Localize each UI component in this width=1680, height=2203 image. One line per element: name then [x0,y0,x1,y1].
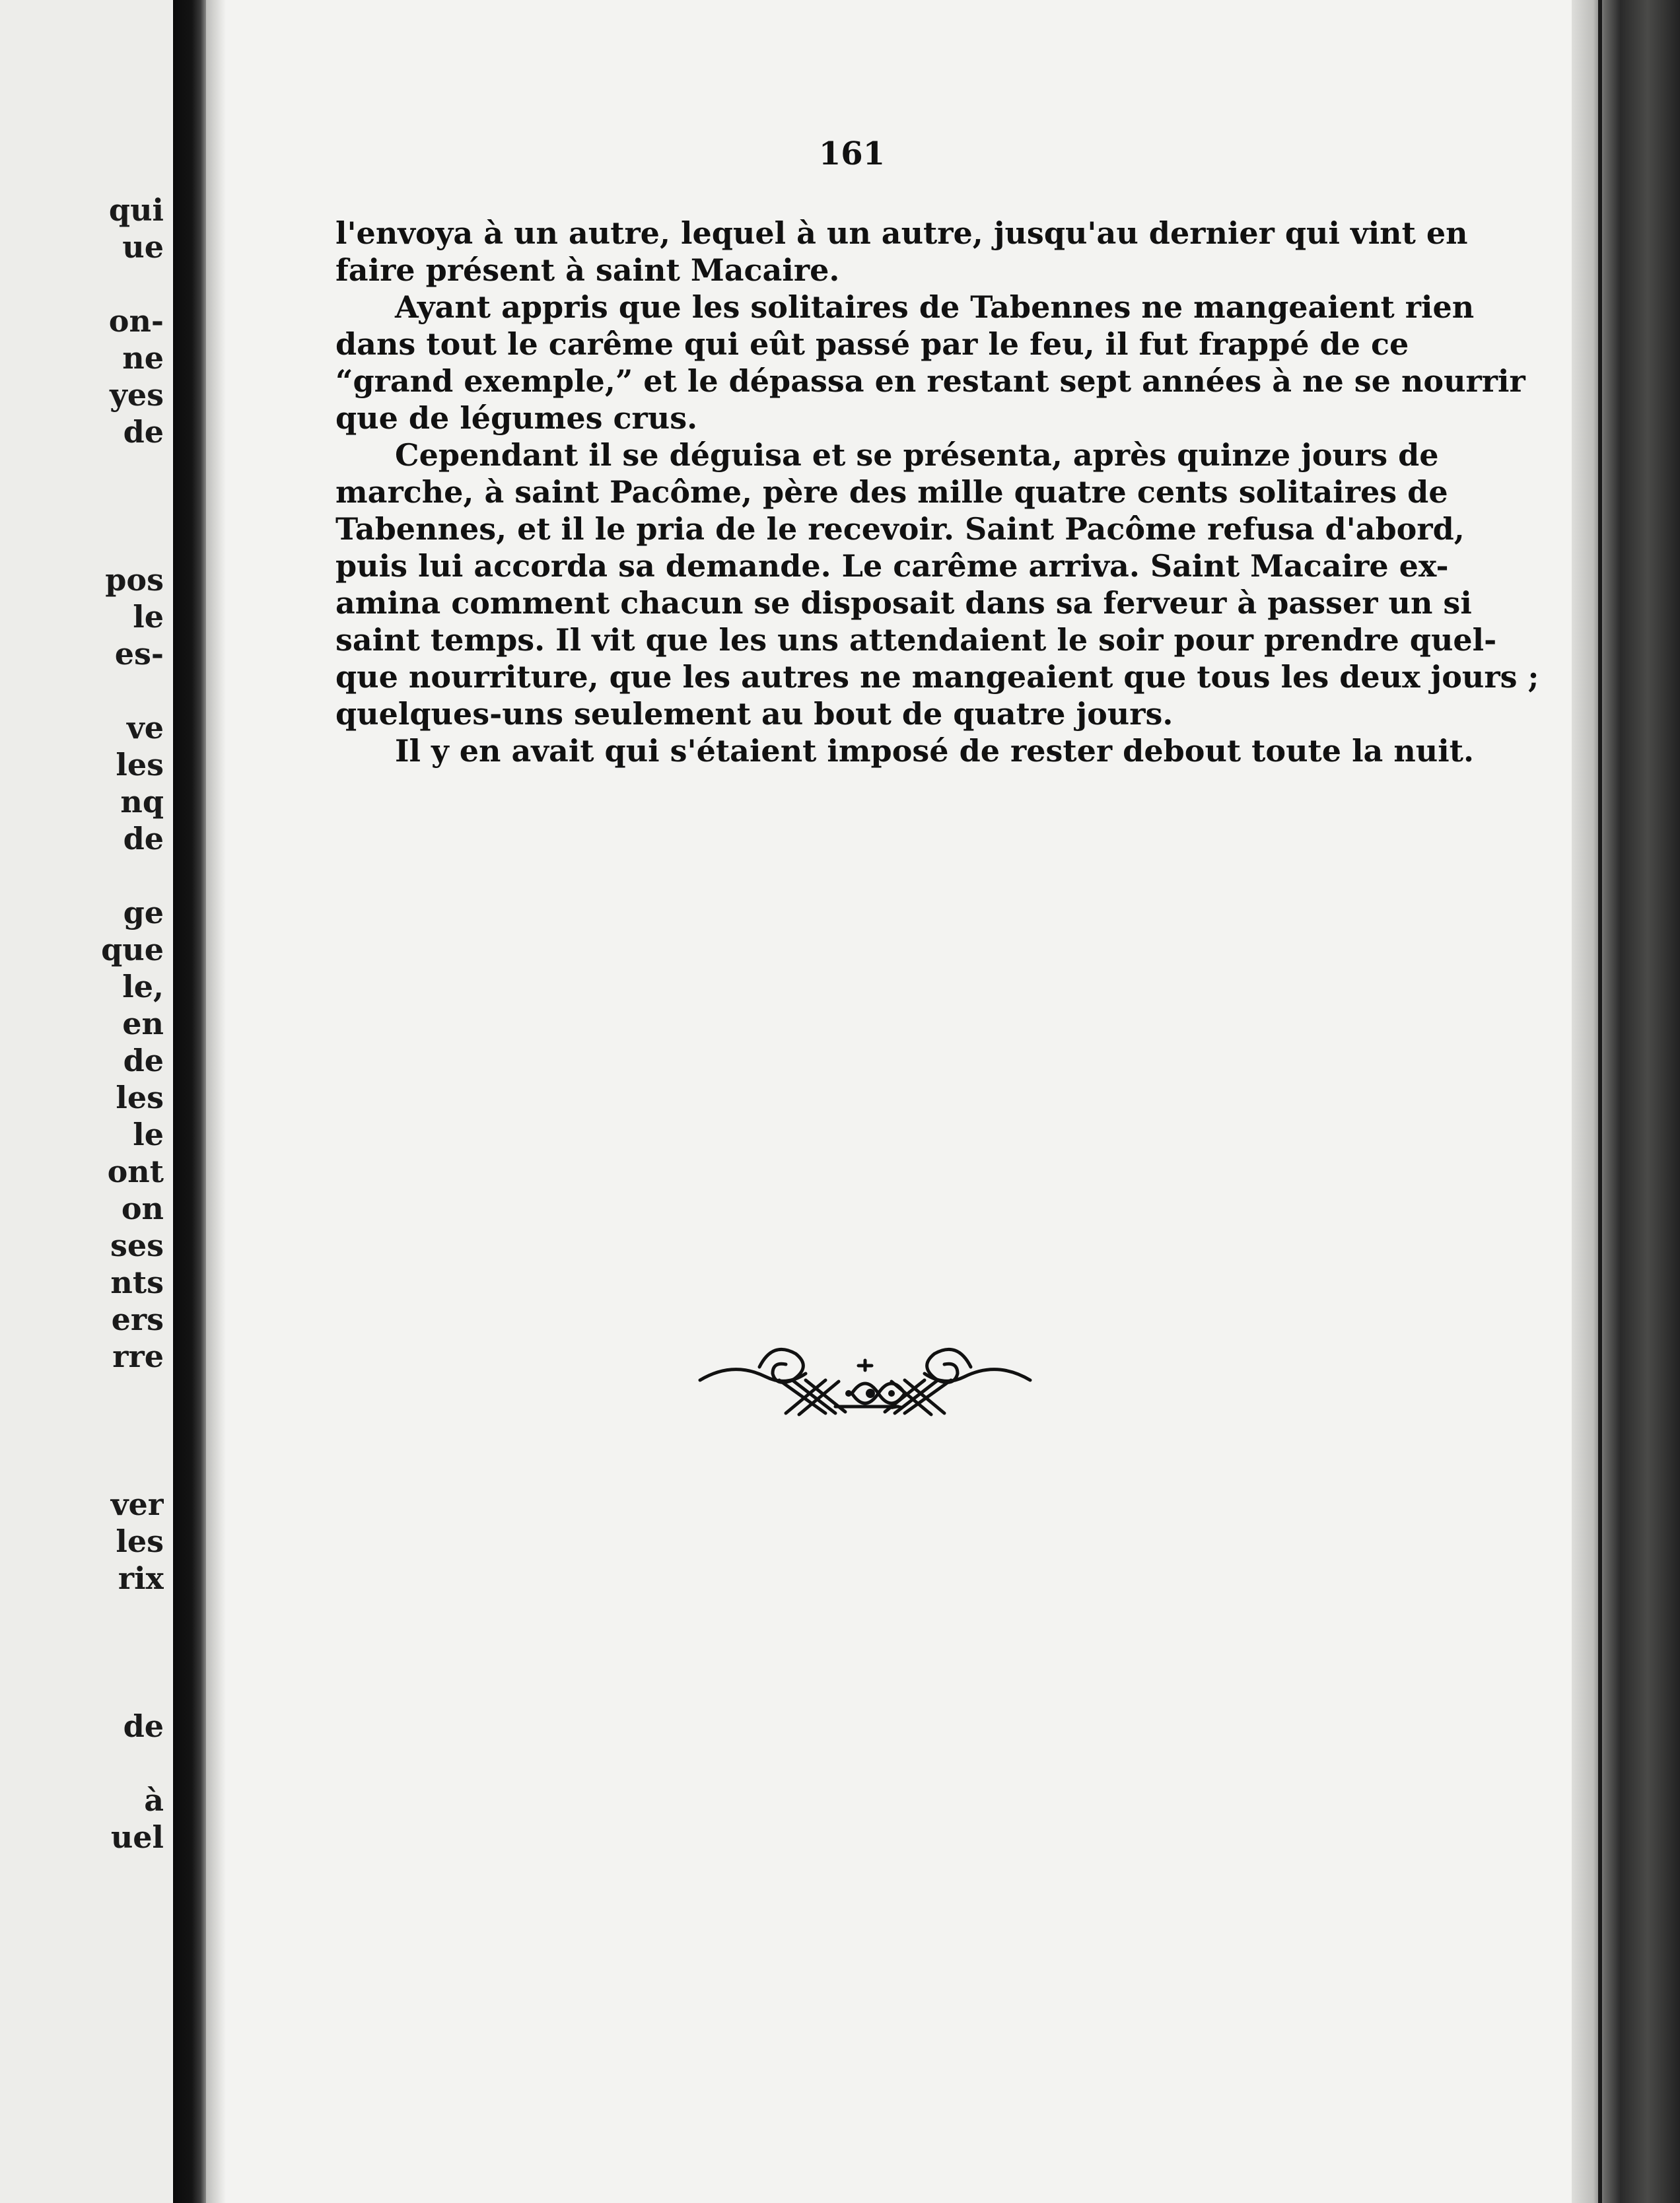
text-line: marche, à saint Pacôme, père des mille quatre cents solitaires de [335,474,1448,510]
previous-page-line: pos [105,562,164,598]
page-edge-right [1572,0,1680,2203]
previous-page-line [5,672,164,709]
decorative-ornament [693,1341,1037,1420]
text-line: que de légumes crus. [335,400,698,436]
previous-page-fragment [0,0,172,2203]
previous-page-line: le [133,599,164,635]
previous-page-line: yes [110,377,164,413]
previous-page-line: ve [127,710,164,746]
paragraph [335,732,1474,769]
text-line: faire présent à saint Macaire. [335,252,840,288]
previous-page-line: nts [110,1265,164,1300]
previous-page-line [5,487,164,524]
text-line: dans tout le carême qui eût passé par le feu, il fut frappé de ce [335,326,1409,362]
previous-page-line: de [123,821,164,857]
text-line: saint temps. Il vit que les uns attendaient le soir pour prendre quel- [335,622,1497,658]
previous-page-line [5,1375,164,1412]
previous-page-line: le [133,1117,164,1152]
book-binding-gutter [173,0,207,2203]
previous-page-line [5,1412,164,1449]
previous-page-line: à [144,1782,164,1818]
previous-page-line: ge [123,895,164,930]
previous-page-line: ver [110,1486,164,1522]
paragraph [335,437,1539,732]
previous-page-line: de [123,414,164,450]
page-edge-line [1598,0,1602,2203]
previous-page-line: on- [108,303,164,339]
previous-page-text [5,192,164,1856]
text-line: l'envoya à un autre, lequel à un autre, jusqu'au dernier qui vint en [335,215,1468,251]
previous-page-line: es- [114,636,164,672]
previous-page-line: en [122,1006,164,1041]
previous-page-line [5,450,164,487]
previous-page-line: de [123,1043,164,1078]
previous-page-line: ue [122,229,164,265]
previous-page-line: ers [111,1302,164,1337]
previous-page-line [5,1745,164,1782]
text-line: “grand exemple,” et le dépassa en restant sept années à ne se nourrir [335,363,1525,399]
previous-page-line: uel [110,1819,164,1855]
previous-page-line [5,524,164,561]
gutter-shadow [206,0,226,2203]
previous-page-line: rix [118,1560,164,1596]
previous-page-line [5,1449,164,1486]
previous-page-line: les [116,1080,164,1115]
text-line: que nourriture, que les autres ne mangeaient que tous les deux jours ; [335,659,1539,695]
text-line: quelques-uns seulement au bout de quatre jours. [335,696,1173,732]
previous-page-line: le, [122,969,164,1004]
text-line: Cependant il se déguisa et se présenta, après quinze jours de [395,437,1439,473]
previous-page-line: ne [122,340,164,376]
previous-page-line: ses [110,1228,164,1263]
previous-page-line [5,1671,164,1708]
text-line: Tabennes, et il le pria de le recevoir. Saint Pacôme refusa d'abord, [335,511,1465,547]
previous-page-line: on [121,1191,164,1226]
paragraph [335,289,1525,437]
previous-page-line: ont [107,1154,164,1189]
previous-page-line: que [101,932,164,967]
previous-page-line: les [116,1523,164,1559]
previous-page-line: de [123,1708,164,1744]
text-line: Il y en avait qui s'étaient imposé de rester debout toute la nuit. [395,733,1474,769]
text-line: puis lui accorda sa demande. Le carême arriva. Saint Macaire ex- [335,548,1449,584]
previous-page-line: les [116,747,164,783]
text-line: amina comment chacun se disposait dans sa ferveur à passer un si [335,585,1472,621]
previous-page-line: qui [108,192,164,228]
page-number: 161 [818,135,886,172]
previous-page-line [5,1597,164,1634]
previous-page-line [5,265,164,302]
text-line: Ayant appris que les solitaires de Tabennes ne mangeaient rien [395,289,1475,325]
previous-page-line [5,1634,164,1671]
paragraph [335,215,1468,289]
previous-page-line [5,857,164,894]
previous-page-line: nq [120,784,164,820]
previous-page-line: rre [112,1339,164,1374]
